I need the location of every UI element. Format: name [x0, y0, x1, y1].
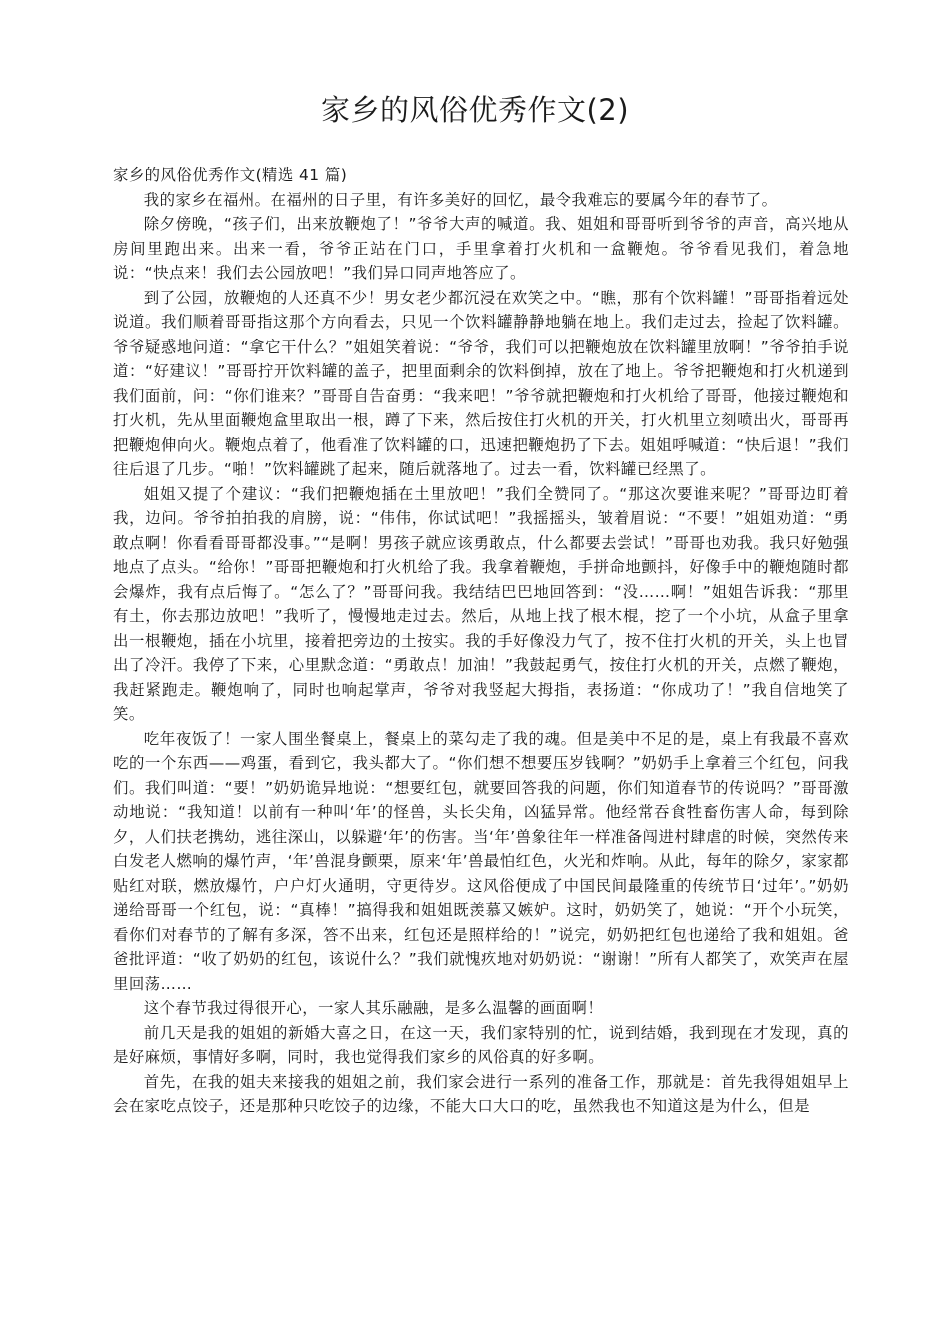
paragraph: 到了公园，放鞭炮的人还真不少！男女老少都沉浸在欢笑之中。“瞧，那有个饮料罐！”哥哥指着远处说道。我们顺着哥哥指这那个方向看去，只见一个饮料罐静静地躺在地上。我们走过去，捡起了饮料罐。爷爷疑惑地问道：“拿它干什么？”姐姐笑着说：“爷爷，我们可以把鞭炮放在饮料罐里放啊！”爷爷拍手说道：“好建议！”哥哥拧开饮料罐的盖子，把里面剩余的饮料倒掉，放在了地上。爷爷把鞭炮和打火机递到我们面前，问：“你们谁来？”哥哥自告奋勇：“我来吧！”爷爷就把鞭炮和打火机给了哥哥，他接过鞭炮和打火机，先从里面鞭炮盒里取出一根，蹲了下来，然后按住打火机的开关，打火机里立刻喷出火，哥哥再把鞭炮伸向火。鞭炮点着了，他看准了饮料罐的口，迅速把鞭炮扔了下去。姐姐呼喊道：“快后退！”我们往后退了几步。“啪！”饮料罐跳了起来，随后就落地了。过去一看，饮料罐已经黑了。 [113, 288, 849, 478]
document-body [113, 163, 849, 1119]
document-subtitle: 家乡的风俗优秀作文(精选 41 篇) [113, 166, 348, 184]
paragraph: 姐姐又提了个建议：“我们把鞭炮插在土里放吧！”我们全赞同了。“那这次要谁来呢？”哥哥边盯着我，边问。爷爷拍拍我的肩膀，说：“伟伟，你试试吧！”我摇摇头，皱着眉说：“不要！”姐姐劝道：“勇敢点啊！你看看哥哥都没事。”“是啊！男孩子就应该勇敢点，什么都要去尝试！”哥哥也劝我。我只好勉强地点了点头。“给你！”哥哥把鞭炮和打火机给了我。我拿着鞭炮，手拼命地颤抖，好像手中的鞭炮随时都会爆炸，我有点后悔了。“怎么了？”哥哥问我。我结结巴巴地回答到：“没……啊！”姐姐告诉我：“那里有土，你去那边放吧！”我听了，慢慢地走过去。然后，从地上找了根木棍，挖了一个小坑，从盒子里拿出一根鞭炮，插在小坑里，接着把旁边的土按实。我的手好像没力气了，按不住打火机的开关，头上也冒出了冷汗。我停了下来，心里默念道：“勇敢点！加油！”我鼓起勇气，按住打火机的开关，点燃了鞭炮，我赶紧跑走。鞭炮响了，同时也响起掌声，爷爷对我竖起大拇指，表扬道：“你成功了！”我自信地笑了笑。 [113, 484, 849, 723]
paragraph: 前几天是我的姐姐的新婚大喜之日，在这一天，我们家特别的忙，说到结婚，我到现在才发现，真的是好麻烦，事情好多啊，同时，我也觉得我们家乡的风俗真的好多啊。 [113, 1023, 849, 1066]
paragraph: 这个春节我过得很开心，一家人其乐融融，是多么温馨的画面啊！ [143, 999, 604, 1017]
paragraph: 首先，在我的姐夫来接我的姐姐之前，我们家会进行一系列的准备工作，那就是：首先我得姐姐早上会在家吃点饺子，还是那种只吃饺子的边缘，不能大口大口的吃，虽然我也不知道这是为什么，但是 [113, 1072, 849, 1115]
paragraph: 吃年夜饭了！一家人围坐餐桌上，餐桌上的菜勾走了我的魂。但是美中不足的是，桌上有我最不喜欢吃的一个东西——鸡蛋，看到它，我头都大了。“你们想不想要压岁钱啊？”奶奶手上拿着三个红包，问我们。我们叫道：“要！”奶奶诡异地说：“想要红包，就要回答我的问题，你们知道春节的传说吗？”哥哥激动地说：“我知道！以前有一种叫‘年’的怪兽，头长尖角，凶猛异常。他经常吞食牲畜伤害人命，每到除夕，人们扶老携幼，逃往深山，以躲避‘年’的伤害。当‘年’兽象往年一样准备闯进村肆虐的时候，突然传来白发老人燃响的爆竹声，‘年’兽混身颤栗，原来‘年’兽最怕红色，火光和炸响。从此，每年的除夕，家家都贴红对联，燃放爆竹，户户灯火通明，守更待岁。这风俗便成了中国民间最隆重的传统节日‘过年’。”奶奶递给哥哥一个红包，说：“真棒！”搞得我和姐姐既羡慕又嫉妒。这时，奶奶笑了，她说：“开个小玩笑，看你们对春节的了解有多深，答不出来，红包还是照样给的！”说完，奶奶把红包也递给了我和姐姐。爸爸批评道：“收了奶奶的红包，该说什么？”我们就愧疚地对奶奶说：“谢谢！”所有人都笑了，欢笑声在屋里回荡…… [113, 729, 849, 993]
paragraph: 我的家乡在福州。在福州的日子里，有许多美好的回忆，最令我难忘的要属今年的春节了。 [143, 190, 778, 209]
page-title: 家乡的风俗优秀作文(2) [320, 93, 630, 127]
paragraph: 除夕傍晚，“孩子们，出来放鞭炮了！”爷爷大声的喊道。我、姐姐和哥哥听到爷爷的声音，高兴地从房间里跑出来。出来一看，爷爷正站在门口，手里拿着打火机和一盒鞭炮。爷爷看见我们，着急地说：“快点来！我们去公园放吧！”我们异口同声地答应了。 [113, 215, 849, 282]
